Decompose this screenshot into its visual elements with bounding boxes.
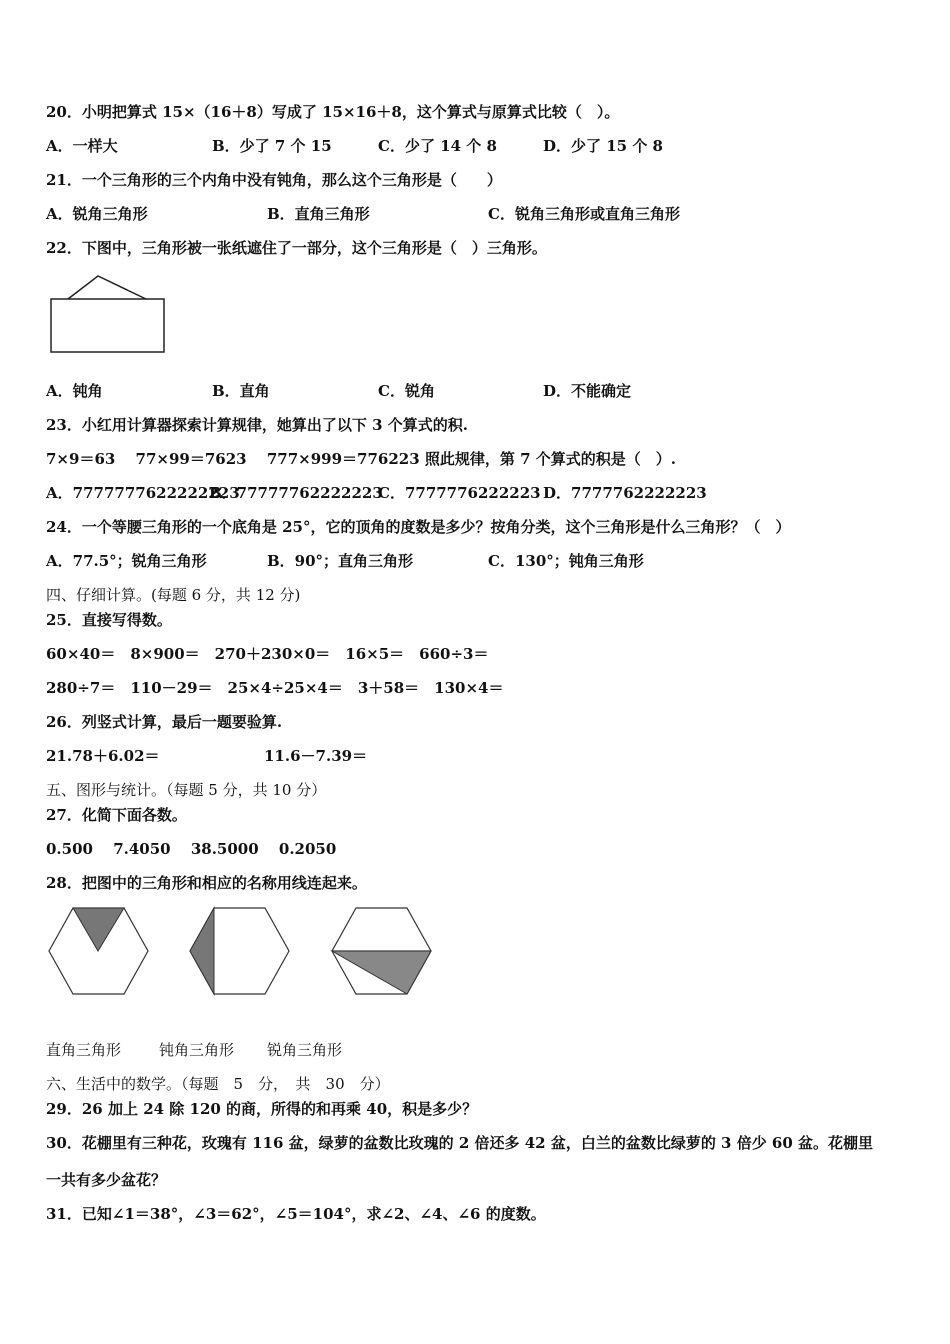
q22-option-a: A．钝角 [46,382,103,400]
q27-numbers: 0.500 7.4050 38.5000 0.2050 [46,840,337,858]
q21-stem: 21．一个三角形的三个内角中没有钝角，那么这个三角形是（ ） [46,171,502,189]
q28-label-acute: 锐角三角形 [267,1041,343,1059]
q24-stem: 24．一个等腰三角形的一个底角是 25°，它的顶角的度数是多少？按角分类，这个三角形是什么三角形？（ ） [46,518,791,536]
q23-pattern: 7×9＝63 77×99＝7623 777×999＝776223 照此规律，第 7 个算式的积是（ ）. [46,450,676,468]
q29-stem: 29．26 加上 24 除 120 的商，所得的和再乘 40，积是多少？ [46,1100,478,1118]
q30-line-2: 一共有多少盆花？ [46,1171,167,1189]
q22-option-b: B．直角 [212,382,270,400]
q21-option-c: C．锐角三角形或直角三角形 [488,205,680,223]
q20-option-a: A．一样大 [46,137,118,155]
q24-option-c: C．130°；钝角三角形 [488,552,644,570]
q23-option-b: B．77777762222223 [209,484,383,502]
q31-stem: 31．已知∠1＝38°，∠3＝62°，∠5＝104°，求∠2、∠4、∠6 的度数。 [46,1205,546,1223]
hexagon-figure-1 [46,905,152,997]
section-4-title: 四、仔细计算。(每题 6 分，共 12 分) [46,586,301,604]
q28-stem: 28．把图中的三角形和相应的名称用线连起来。 [46,874,367,892]
q22-option-d: D．不能确定 [543,382,632,400]
q25-stem: 25．直接写得数。 [46,611,172,629]
q28-label-right: 直角三角形 [46,1041,122,1059]
q24-option-b: B．90°；直角三角形 [267,552,414,570]
q23-option-a: A．7777777622222223 [46,484,240,502]
q22-stem: 22．下图中，三角形被一张纸遮住了一部分，这个三角形是（ ）三角形。 [46,239,547,257]
section-6-title: 六、生活中的数学。（每题 5 分， 共 30 分） [46,1075,390,1093]
q25-row-2: 280÷7＝ 110－29＝ 25×4÷25×4＝ 3＋58＝ 130×4＝ [46,679,504,697]
q23-stem: 23．小红用计算器探索计算规律，她算出了以下 3 个算式的积. [46,416,468,434]
q22-option-c: C．锐角 [378,382,435,400]
q20-stem: 20．小明把算式 15×（16＋8）写成了 15×16＋8，这个算式与原算式比较（ ）。 [46,103,620,121]
q27-stem: 27．化简下面各数。 [46,806,187,824]
q30-line-1: 30．花棚里有三种花，玫瑰有 116 盆，绿萝的盆数比玫瑰的 2 倍还多 42 盆，白兰的盆数比绿萝的 3 倍少 60 盆。花棚里 [46,1134,874,1152]
q26-stem: 26．列竖式计算，最后一题要验算. [46,713,283,731]
q22-covered-triangle-figure [46,270,172,360]
q26-expr-1: 21.78＋6.02＝ [46,747,160,765]
q20-option-c: C．少了 14 个 8 [378,137,497,155]
q21-option-b: B．直角三角形 [267,205,370,223]
q21-option-a: A．锐角三角形 [46,205,148,223]
q24-option-a: A．77.5°；锐角三角形 [46,552,207,570]
q26-expr-2: 11.6－7.39＝ [264,747,368,765]
hexagon-figure-3 [329,905,435,997]
hexagon-figure-2 [187,905,293,997]
section-5-title: 五、图形与统计。（每题 5 分，共 10 分） [46,781,327,799]
q23-option-d: D．7777762222223 [543,484,707,502]
q20-option-b: B．少了 7 个 15 [212,137,332,155]
q23-option-c: C．7777776222223 [378,484,541,502]
q25-row-1: 60×40＝ 8×900＝ 270＋230×0＝ 16×5＝ 660÷3＝ [46,645,489,663]
q20-option-d: D．少了 15 个 8 [543,137,663,155]
q28-label-obtuse: 钝角三角形 [159,1041,235,1059]
